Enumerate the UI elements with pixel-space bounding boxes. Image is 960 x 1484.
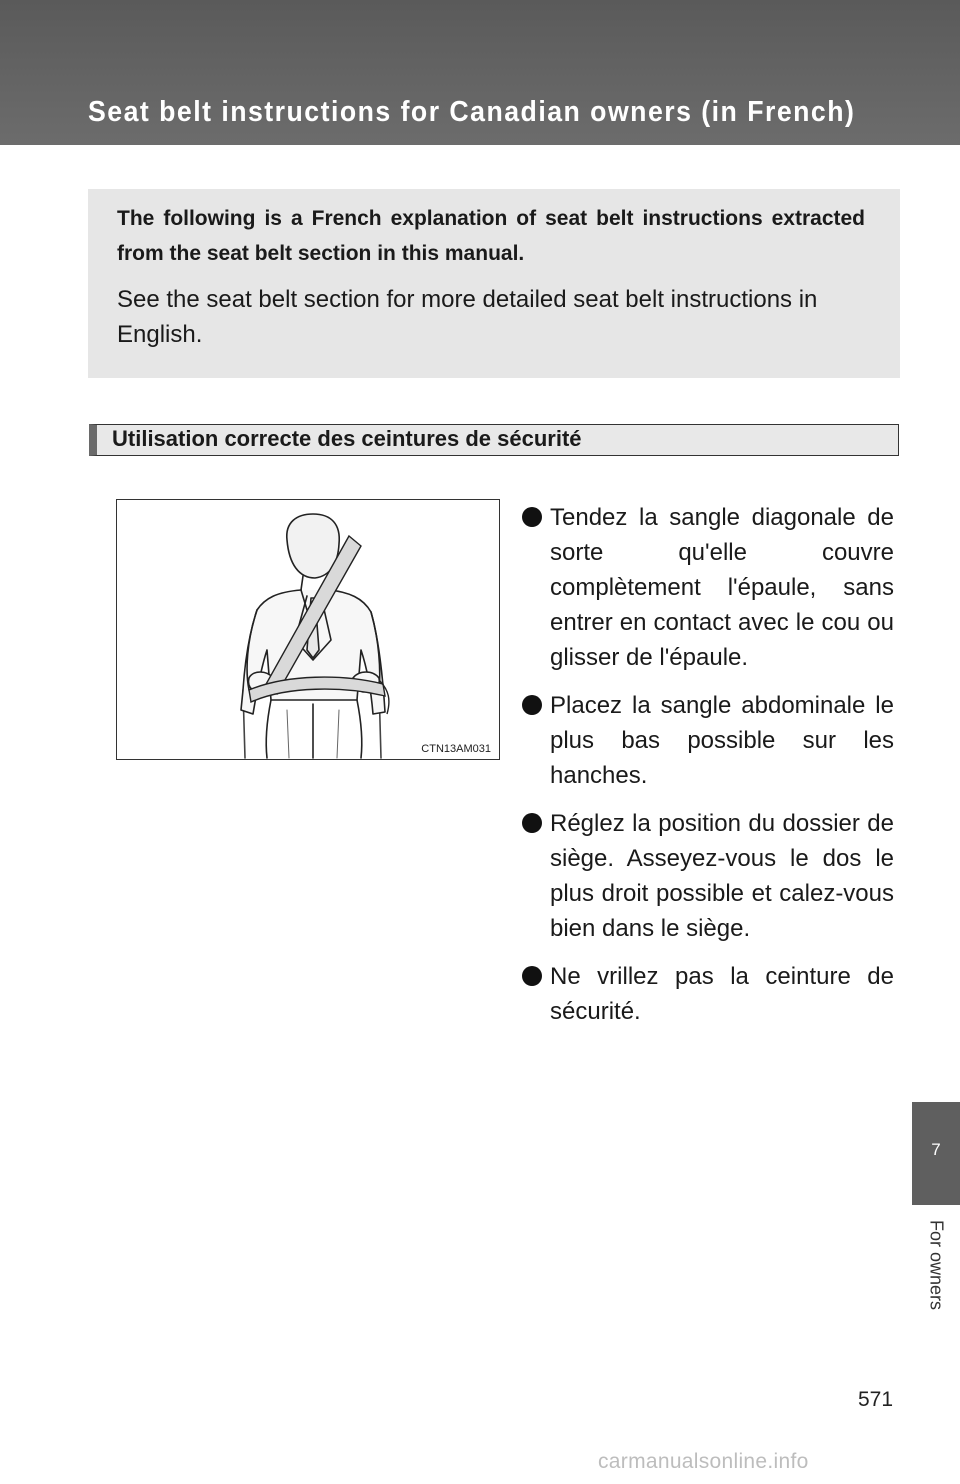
bullet-list [522, 500, 894, 1042]
bullet-icon [522, 813, 542, 833]
list-item [522, 806, 894, 946]
page-title: Seat belt instructions for Canadian owners (in French) [88, 96, 856, 128]
bullet-text: Tendez la sangle diagonale de sorte qu'elle couvre complètement l'épaule, sans entrer en contact avec le cou ou glisser de l'épaule. [550, 504, 894, 671]
intro-normal-text: See the seat belt section for more detailed seat belt instructions in English. [117, 286, 818, 348]
seat-belt-illustration [116, 499, 500, 760]
intro-bold-text: The following is a French explanation of seat belt instructions extracted from the seat belt section in this manual. [117, 207, 865, 265]
figure-code: CTN13AM031 [421, 743, 491, 755]
page-number: 571 [858, 1388, 894, 1411]
bullet-icon [522, 966, 542, 986]
bullet-text: Réglez la position du dossier de siège. Asseyez-vous le dos le plus droit possible et calez-vous bien dans le siège. [550, 810, 894, 942]
bullet-text: Placez la sangle abdominale le plus bas possible sur les hanches. [550, 692, 894, 789]
chapter-number: 7 [931, 1140, 941, 1159]
list-item [522, 500, 894, 675]
section-title: Utilisation correcte des ceintures de sécurité [112, 426, 582, 451]
seated-person-illustration [117, 500, 499, 759]
bullet-icon [522, 507, 542, 527]
chapter-label: For owners [926, 1219, 947, 1311]
bullet-icon [522, 695, 542, 715]
chapter-tab [912, 1102, 960, 1205]
bullet-text: Ne vrillez pas la ceinture de sécurité. [550, 963, 894, 1025]
watermark: carmanualsonline.info [598, 1450, 809, 1473]
list-item [522, 688, 894, 793]
list-item [522, 959, 894, 1029]
